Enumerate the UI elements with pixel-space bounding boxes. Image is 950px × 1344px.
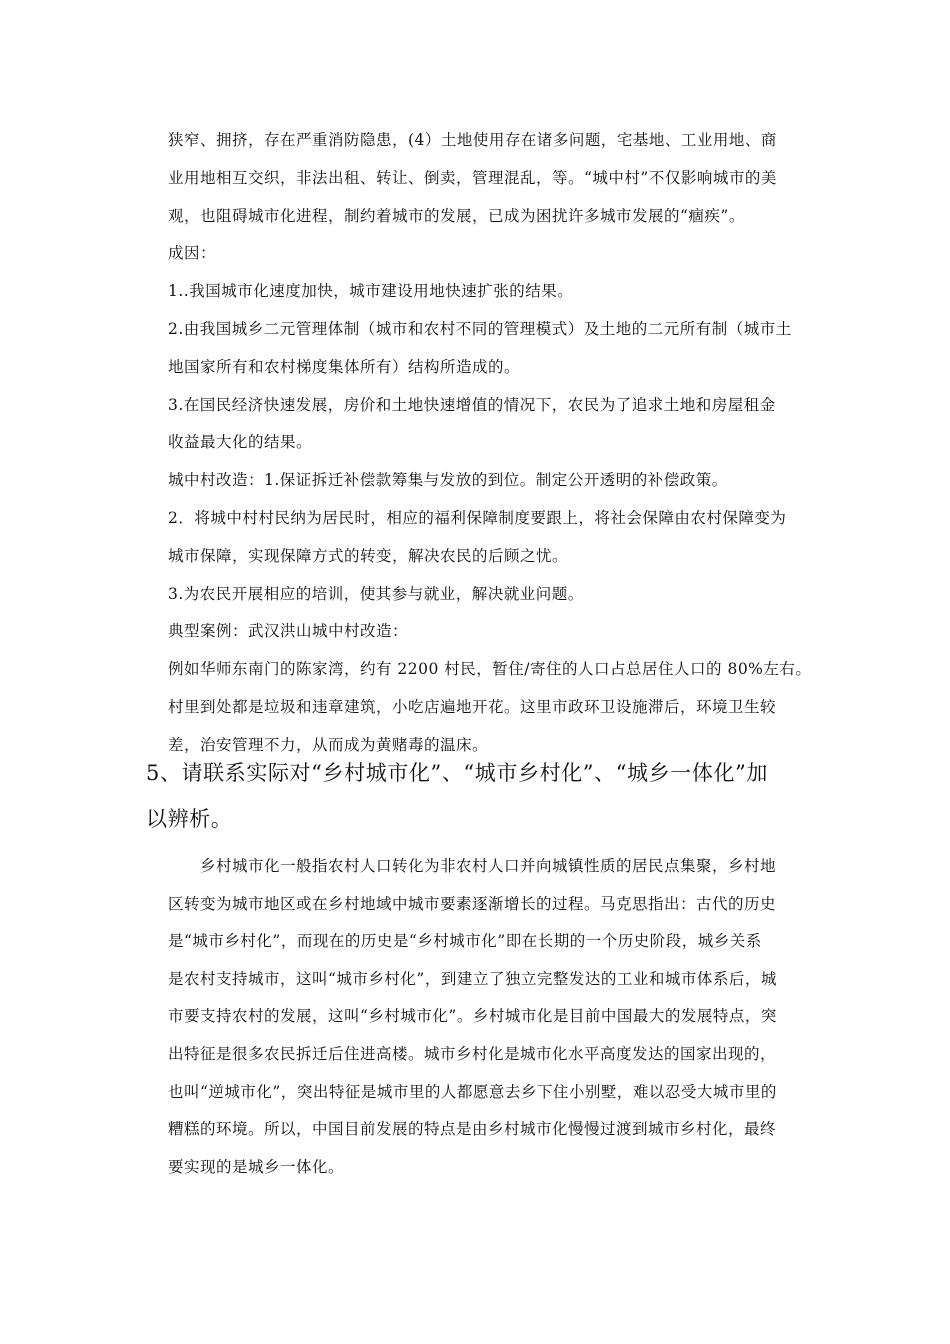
body-line: 业用地相互交织，非法出租、转让、倒卖，管理混乱，等。“城中村”不仅影响城市的美 (168, 168, 777, 187)
body-line: 村里到处都是垃圾和违章建筑，小吃店遍地开花。这里市政环卫设施滞后，环境卫生较 (168, 697, 777, 716)
answer-line: 糟糕的环境。所以，中国目前发展的特点是由乡村城市化慢慢过渡到城市乡村化，最终 (168, 1120, 777, 1139)
section-label-case: 典型案例：武汉洪山城中村改造： (168, 622, 409, 641)
question-heading-line: 以辨析。 (146, 807, 233, 831)
answer-line: 乡村城市化一般指农村人口转化为非农村人口并向城镇性质的居民点集聚，乡村地 (200, 857, 777, 875)
answer-line: 是农村支持城市，这叫“城市乡村化”，到建立了独立完整发达的工业和城市体系后，城 (168, 969, 777, 988)
body-line: 收益最大化的结果。 (168, 433, 313, 452)
body-text-block (168, 122, 812, 765)
body-line: 2.由我国城乡二元管理体制（城市和农村不同的管理模式）及土地的二元所有制（城市土 (168, 319, 792, 338)
body-line: 观，也阻碍城市化进程，制约着城市的发展，已成为困扰许多城市发展的“痼疾”。 (168, 206, 745, 225)
body-line: 城市保障，实现保障方式的转变，解决农民的后顾之忧。 (168, 546, 569, 565)
body-line: 3.为农民开展相应的培训，使其参与就业，解决就业问题。 (168, 584, 584, 603)
body-line: 1..我国城市化速度加快，城市建设用地快速扩张的结果。 (168, 282, 574, 301)
body-line: 2．将城中村村民纳为居民时，相应的福利保障制度要跟上，将社会保障由农村保障变为 (168, 508, 787, 527)
answer-paragraph (168, 848, 818, 1186)
answer-line: 是“城市乡村化”，而现在的历史是“乡村城市化”即在长期的一个历史阶段，城乡关系 (168, 932, 762, 951)
answer-line: 要实现的是城乡一体化。 (168, 1157, 345, 1176)
body-line: 狭窄、拥挤，存在严重消防隐患，(4）土地使用存在诸多问题，宅基地、工业用地、商 (168, 131, 777, 149)
body-line: 地国家所有和农村梯度集体所有）结构所造成的。 (168, 357, 521, 376)
question-heading (146, 750, 826, 842)
body-line: 例如华师东南门的陈家湾，约有 2200 村民，暂住/寄住的人口占总居住人口的 80%左右。 (168, 660, 812, 679)
answer-line: 市要支持农村的发展，这叫“乡村城市化”。乡村城市化是目前中国最大的发展特点，突 (168, 1007, 777, 1026)
section-label-renovation: 城中村改造：1.保证拆迁补偿款筹集与发放的到位。制定公开透明的补偿政策。 (168, 471, 728, 490)
body-line: 3.在国民经济快速发展，房价和土地快速增值的情况下，农民为了追求土地和房屋租金 (168, 395, 776, 414)
answer-line: 也叫“逆城市化”，突出特征是城市里的人都愿意去乡下住小别墅，难以忍受大城市里的 (168, 1082, 777, 1101)
question-heading-line: 5、请联系实际对“乡村城市化”、“城市乡村化”、“城乡一体化”加 (146, 761, 768, 785)
section-label-causes: 成因： (168, 244, 217, 263)
answer-line: 区转变为城市地区或在乡村地域中城市要素逐渐增长的过程。马克思指出：古代的历史 (168, 894, 777, 913)
answer-line: 出特征是很多农民拆迁后住进高楼。城市乡村化是城市化水平高度发达的国家出现的， (168, 1044, 777, 1063)
body-line: 差，治安管理不力，从而成为黄赌毒的温床。 (168, 735, 489, 754)
